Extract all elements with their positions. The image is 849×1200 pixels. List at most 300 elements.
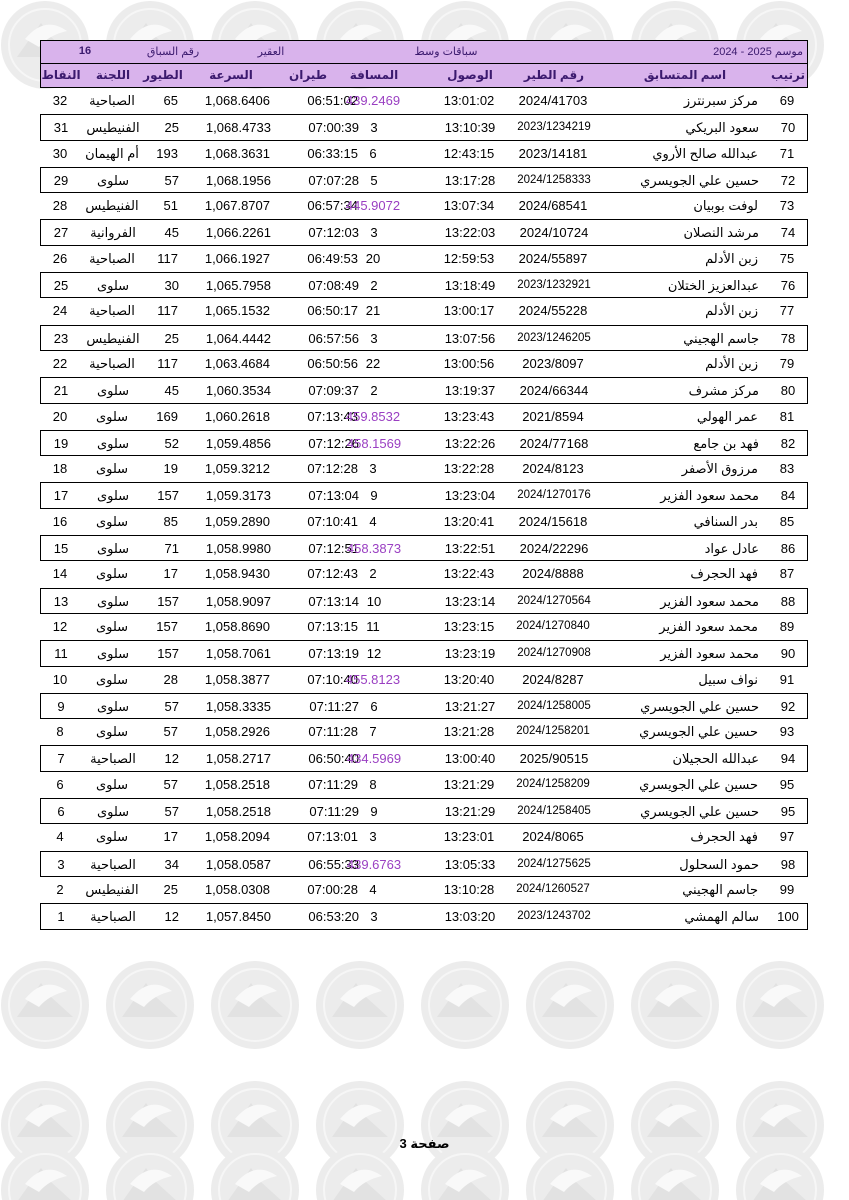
- distance-cell: 459.8532: [345, 408, 401, 424]
- flight-time-cell: 07:12:28: [307, 461, 358, 477]
- arrival-cell: 13:20:41: [443, 513, 495, 529]
- watermark-logo: [526, 961, 614, 1049]
- birds-cell: 19: [163, 461, 178, 477]
- arrival-cell: 13:22:28: [443, 461, 495, 477]
- competitor-name-cell: مرزوق الأصفر: [681, 461, 758, 477]
- distance-cell: 22: [365, 355, 381, 371]
- loft-cell: سلوى: [96, 646, 130, 662]
- competitor-name-cell: فهد الحجرف: [690, 566, 758, 582]
- arrival-cell: 13:18:49: [444, 278, 496, 294]
- arrival-cell: 13:23:19: [444, 646, 496, 662]
- arrival-cell: 13:22:51: [444, 541, 496, 557]
- column-header-row: [40, 64, 808, 88]
- competitor-name-cell: حمود السحلول: [679, 856, 759, 872]
- competitor-name-cell: سالم الهمشي: [684, 909, 759, 925]
- ring-number-cell: 2024/1270840: [516, 619, 590, 632]
- competitor-name-cell: حسين علي الجويسري: [639, 776, 758, 792]
- rank-cell: 69: [779, 93, 795, 108]
- points-cell: 14: [52, 566, 68, 582]
- table-body: [40, 88, 808, 930]
- points-cell: 11: [54, 646, 68, 662]
- watermark-logo: [421, 961, 509, 1049]
- ring-number-cell: 2024/1258333: [517, 173, 591, 186]
- birds-cell: 57: [163, 724, 178, 740]
- points-cell: 6: [56, 776, 64, 792]
- rank-cell: 84: [780, 488, 796, 504]
- birds-cell: 117: [157, 355, 178, 371]
- ring-number-cell: 2023/1234219: [517, 121, 591, 134]
- rank-cell: 81: [779, 408, 795, 424]
- table-row: [40, 640, 808, 666]
- rank-cell: 95: [779, 776, 795, 792]
- distance-cell: 2: [370, 278, 378, 294]
- table-row: [40, 614, 808, 640]
- col-rank: ترتيب: [770, 68, 806, 82]
- rank-cell: 77: [779, 303, 795, 319]
- arrival-cell: 13:00:56: [443, 355, 495, 371]
- ring-number-cell: 2023/1243702: [517, 910, 591, 923]
- speed-cell: 1,058.0587: [205, 856, 271, 872]
- competitor-name-cell: حسين علي الجويسري: [640, 698, 759, 714]
- loft-cell: الصباحية: [89, 250, 135, 266]
- loft-cell: الفنيطيس: [86, 120, 140, 136]
- flight-time-cell: 06:33:15: [307, 145, 358, 161]
- competitor-name-cell: جاسم الهجيني: [683, 330, 759, 346]
- birds-cell: 157: [157, 488, 179, 504]
- competitor-name-cell: لوفت بوبيان: [693, 198, 758, 214]
- competitor-name-cell: مركز مشرف: [688, 383, 759, 399]
- loft-cell: سلوى: [95, 618, 129, 634]
- points-cell: 3: [57, 856, 65, 872]
- speed-cell: 1,058.2518: [204, 776, 270, 792]
- ring-number-cell: 2024/15618: [518, 513, 588, 529]
- col-loft: اللجنة: [95, 68, 131, 82]
- competitor-name-cell: عبدالعزيز الختلان: [667, 278, 759, 294]
- table-row: [40, 509, 808, 535]
- birds-cell: 157: [156, 618, 178, 634]
- arrival-cell: 13:22:26: [444, 435, 496, 451]
- loft-cell: الصباحية: [89, 93, 135, 108]
- speed-cell: 1,058.2094: [204, 829, 270, 845]
- rank-cell: 79: [779, 355, 795, 371]
- flight-time-cell: 07:13:15: [307, 618, 358, 634]
- competitor-name-cell: فهد بن جامع: [693, 435, 759, 451]
- competitor-name-cell: مرشد النصلان: [683, 225, 759, 241]
- ring-number-cell: 2024/55897: [518, 250, 588, 266]
- ring-number-cell: 2024/1258209: [516, 777, 590, 790]
- rank-cell: 74: [780, 225, 796, 241]
- ring-number-cell: 2024/55228: [518, 303, 588, 319]
- flight-time-cell: 07:11:28: [308, 724, 358, 740]
- table-row: [40, 561, 808, 587]
- distance-cell: 10: [366, 593, 382, 609]
- arrival-cell: 13:21:27: [444, 698, 496, 714]
- loft-cell: الصباحية: [90, 751, 136, 767]
- loft-cell: سلوى: [96, 172, 130, 188]
- flight-time-cell: 07:09:37: [308, 383, 359, 399]
- competitor-name-cell: حسين علي الجويسري: [640, 804, 759, 820]
- birds-cell: 12: [164, 909, 179, 925]
- rank-cell: 80: [780, 383, 796, 399]
- table-row: [40, 167, 808, 193]
- distance-cell: 3: [370, 330, 378, 346]
- rank-cell: 95: [780, 804, 796, 820]
- rank-cell: 99: [779, 881, 795, 897]
- speed-cell: 1,058.3335: [205, 698, 271, 714]
- table-row: [40, 246, 808, 272]
- speed-cell: 1,058.3877: [204, 671, 270, 687]
- birds-cell: 12: [164, 751, 179, 767]
- competitor-name-cell: عبدالله الحجيلان: [672, 751, 759, 767]
- points-cell: 27: [53, 225, 69, 241]
- flight-time-cell: 07:12:43: [307, 566, 358, 582]
- arrival-cell: 13:20:40: [443, 671, 495, 687]
- rank-cell: 83: [779, 461, 795, 477]
- points-cell: 31: [53, 120, 69, 136]
- points-cell: 32: [52, 93, 68, 108]
- watermark-logo: [106, 961, 194, 1049]
- speed-cell: 1,068.6406: [204, 93, 270, 108]
- flight-time-cell: 07:11:27: [309, 698, 359, 714]
- ring-number-cell: 2024/8065: [522, 829, 584, 845]
- distance-cell: 6: [369, 145, 377, 161]
- birds-cell: 117: [157, 303, 178, 319]
- flight-time-cell: 06:57:34: [307, 198, 358, 214]
- birds-cell: 85: [163, 513, 178, 529]
- flight-time-cell: 07:13:04: [308, 488, 359, 504]
- flight-time-cell: 06:50:56: [307, 355, 358, 371]
- table-row: [40, 535, 808, 561]
- speed-cell: 1,064.4442: [205, 330, 271, 346]
- flight-time-cell: 06:50:17: [307, 303, 358, 319]
- flight-time-cell: 07:13:43: [307, 408, 358, 424]
- distance-cell: 458.3873: [346, 541, 402, 557]
- speed-cell: 1,066.2261: [205, 225, 271, 241]
- speed-cell: 1,058.2717: [205, 751, 271, 767]
- rank-cell: 78: [780, 330, 796, 346]
- loft-cell: سلوى: [96, 541, 130, 557]
- col-ring: رقم الطير: [523, 68, 585, 82]
- page-number: صفحة 3: [399, 1136, 450, 1151]
- competitor-name-cell: عادل عواد: [704, 541, 759, 557]
- birds-cell: 45: [164, 225, 179, 241]
- table-row: [40, 193, 808, 219]
- loft-cell: سلوى: [95, 513, 129, 529]
- table-row: [40, 824, 808, 850]
- distance-cell: 445.9072: [345, 198, 401, 214]
- competitor-name-cell: جاسم الهجيني: [682, 881, 758, 897]
- table-row: [40, 456, 808, 482]
- speed-cell: 1,068.1956: [205, 172, 271, 188]
- birds-cell: 25: [163, 881, 178, 897]
- arrival-cell: 13:00:40: [444, 751, 496, 767]
- distance-cell: 439.6763: [346, 856, 402, 872]
- speed-cell: 1,067.8707: [204, 198, 270, 214]
- flight-time-cell: 07:12:03: [308, 225, 359, 241]
- points-cell: 25: [53, 278, 69, 294]
- loft-cell: سلوى: [95, 566, 129, 582]
- watermark-logo: [211, 961, 299, 1049]
- ring-number-cell: 2024/1260527: [516, 882, 590, 895]
- rank-cell: 70: [780, 120, 796, 136]
- speed-cell: 1,065.1532: [204, 303, 270, 319]
- rank-cell: 92: [780, 698, 796, 714]
- competitor-name-cell: سعود البريكي: [685, 120, 759, 136]
- loft-cell: سلوى: [95, 724, 129, 740]
- ring-number-cell: 2024/1270908: [517, 647, 591, 660]
- arrival-cell: 13:21:28: [443, 724, 495, 740]
- distance-cell: 11: [366, 618, 380, 634]
- table-row: [40, 88, 808, 114]
- ring-number-cell: 2025/90515: [519, 751, 589, 767]
- distance-cell: 7: [369, 724, 377, 740]
- table-row: [40, 219, 808, 245]
- competitor-name-cell: زبن الأدلم: [705, 303, 758, 319]
- speed-cell: 1,059.3212: [204, 461, 270, 477]
- speed-cell: 1,066.1927: [204, 250, 270, 266]
- birds-cell: 25: [164, 120, 179, 136]
- rank-cell: 88: [780, 593, 796, 609]
- col-flight: طيران: [288, 68, 328, 82]
- table-row: [40, 588, 808, 614]
- rank-cell: 87: [779, 566, 795, 582]
- arrival-cell: 13:07:56: [444, 330, 496, 346]
- loft-cell: الصباحية: [90, 909, 136, 925]
- birds-cell: 57: [163, 776, 178, 792]
- flight-time-cell: 06:50:40: [308, 751, 359, 767]
- points-cell: 15: [53, 541, 69, 557]
- speed-cell: 1,058.9097: [205, 593, 271, 609]
- birds-cell: 65: [163, 93, 178, 108]
- birds-cell: 52: [164, 435, 179, 451]
- rank-cell: 90: [780, 646, 796, 662]
- distance-cell: 455.8123: [345, 671, 401, 687]
- ring-number-cell: 2024/10724: [519, 225, 589, 241]
- col-name: اسم المتسابق: [643, 68, 727, 82]
- competitor-name-cell: عمر الهولي: [696, 408, 758, 424]
- distance-cell: 3: [370, 120, 378, 136]
- loft-cell: الفنيطيس: [85, 881, 139, 897]
- birds-cell: 17: [163, 829, 178, 845]
- competitor-name-cell: فهد الحجرف: [690, 829, 758, 845]
- flight-time-cell: 07:12:26: [308, 435, 359, 451]
- season-label: موسم 2025 - 2024: [713, 46, 803, 58]
- race-type-label: سباقات وسط: [414, 46, 478, 58]
- rank-cell: 91: [779, 671, 795, 687]
- competitor-name-cell: مركز سبرنترز: [683, 93, 758, 108]
- flight-time-cell: 07:08:49: [308, 278, 359, 294]
- flight-time-cell: 07:10:41: [307, 513, 358, 529]
- distance-cell: 12: [366, 646, 382, 662]
- col-speed: السرعة: [209, 68, 253, 82]
- table-row: [40, 430, 808, 456]
- arrival-cell: 13:00:17: [443, 303, 495, 319]
- points-cell: 18: [52, 461, 68, 477]
- loft-cell: سلوى: [96, 698, 130, 714]
- speed-cell: 1,059.2890: [204, 513, 270, 529]
- table-row: [40, 141, 808, 167]
- speed-cell: 1,058.2518: [205, 804, 271, 820]
- ring-number-cell: 2024/1270564: [517, 594, 591, 607]
- loft-cell: سلوى: [96, 278, 130, 294]
- rank-cell: 86: [780, 541, 796, 557]
- arrival-cell: 13:23:43: [443, 408, 495, 424]
- ring-number-cell: 2024/1275625: [517, 857, 591, 870]
- competitor-name-cell: نواف سبيل: [698, 671, 758, 687]
- arrival-cell: 13:10:28: [443, 881, 495, 897]
- ring-number-cell: 2024/22296: [519, 541, 589, 557]
- arrival-cell: 13:22:03: [444, 225, 496, 241]
- table-row: [40, 693, 808, 719]
- distance-cell: 8: [369, 776, 377, 792]
- distance-cell: 2: [369, 566, 377, 582]
- arrival-cell: 13:07:34: [443, 198, 495, 214]
- points-cell: 12: [52, 618, 68, 634]
- table-row: [40, 745, 808, 771]
- speed-cell: 1,057.8450: [205, 909, 271, 925]
- rank-cell: 93: [779, 724, 795, 740]
- table-row: [40, 877, 808, 903]
- table-row: [40, 377, 808, 403]
- distance-cell: 458.1569: [346, 435, 402, 451]
- arrival-cell: 13:03:20: [444, 909, 496, 925]
- points-cell: 29: [53, 172, 69, 188]
- arrival-cell: 13:05:33: [444, 856, 496, 872]
- rank-cell: 73: [779, 198, 795, 214]
- speed-cell: 1,060.2618: [204, 408, 270, 424]
- table-row: [40, 272, 808, 298]
- ring-number-cell: 2024/8888: [522, 566, 584, 582]
- table-row: [40, 798, 808, 824]
- ring-number-cell: 2023/14181: [518, 145, 588, 161]
- birds-cell: 71: [164, 541, 179, 557]
- arrival-cell: 13:19:37: [444, 383, 496, 399]
- flight-time-cell: 07:12:51: [308, 541, 359, 557]
- flight-time-cell: 06:49:53: [307, 250, 358, 266]
- speed-cell: 1,058.0308: [204, 881, 270, 897]
- birds-cell: 57: [164, 804, 179, 820]
- competitor-name-cell: حسين علي الجويسري: [639, 724, 758, 740]
- col-points: النقاط: [41, 68, 81, 82]
- arrival-cell: 13:22:43: [443, 566, 495, 582]
- col-distance: المسافة: [349, 68, 399, 82]
- points-cell: 26: [52, 250, 68, 266]
- rank-cell: 72: [780, 172, 796, 188]
- table-row: [40, 325, 808, 351]
- ring-number-cell: 2024/66344: [519, 383, 589, 399]
- col-arrival: الوصول: [447, 68, 493, 82]
- speed-cell: 1,068.3631: [204, 145, 270, 161]
- ring-number-cell: 2024/41703: [518, 93, 588, 108]
- rank-cell: 98: [780, 856, 796, 872]
- distance-cell: 4: [369, 513, 377, 529]
- birds-cell: 57: [164, 698, 179, 714]
- competitor-name-cell: زبن الأدلم: [705, 250, 758, 266]
- arrival-cell: 13:23:01: [443, 829, 495, 845]
- rank-cell: 94: [780, 751, 796, 767]
- loft-cell: سلوى: [96, 804, 130, 820]
- ring-number-cell: 2024/1258201: [516, 725, 590, 738]
- distance-cell: 439.2469: [345, 93, 401, 108]
- distance-cell: 3: [370, 909, 378, 925]
- points-cell: 23: [53, 330, 69, 346]
- distance-cell: 434.5969: [346, 751, 402, 767]
- watermark-logo: [1, 961, 89, 1049]
- arrival-cell: 12:43:15: [443, 145, 495, 161]
- points-cell: 22: [52, 355, 68, 371]
- ring-number-cell: 2024/1258405: [517, 805, 591, 818]
- competitor-name-cell: محمد سعود الفزير: [660, 646, 759, 662]
- rank-cell: 89: [779, 618, 795, 634]
- arrival-cell: 13:23:04: [444, 488, 496, 504]
- ring-number-cell: 2023/8097: [522, 355, 584, 371]
- table-row: [40, 851, 808, 877]
- flight-time-cell: 07:07:28: [308, 172, 359, 188]
- birds-cell: 45: [164, 383, 179, 399]
- points-cell: 9: [57, 698, 65, 714]
- table-row: [40, 772, 808, 798]
- loft-cell: سلوى: [96, 383, 130, 399]
- speed-cell: 1,059.4856: [205, 435, 271, 451]
- speed-cell: 1,068.4733: [205, 120, 271, 136]
- points-cell: 10: [52, 671, 68, 687]
- birds-cell: 28: [163, 671, 178, 687]
- loft-cell: سلوى: [95, 671, 129, 687]
- loft-cell: سلوى: [95, 461, 129, 477]
- flight-time-cell: 07:10:40: [307, 671, 358, 687]
- arrival-cell: 12:59:53: [443, 250, 495, 266]
- table-row: [40, 667, 808, 693]
- arrival-cell: 13:23:15: [443, 618, 495, 634]
- ring-number-cell: 2023/1232921: [517, 279, 591, 292]
- loft-cell: الصباحية: [90, 856, 136, 872]
- flight-time-cell: 07:13:19: [308, 646, 359, 662]
- table-row: [40, 298, 808, 324]
- speed-cell: 1,058.8690: [204, 618, 270, 634]
- rank-cell: 82: [780, 435, 796, 451]
- flight-time-cell: 07:11:29: [308, 776, 358, 792]
- points-cell: 24: [52, 303, 68, 319]
- arrival-cell: 13:10:39: [444, 120, 496, 136]
- speed-cell: 1,059.3173: [205, 488, 271, 504]
- flight-time-cell: 07:00:28: [307, 881, 358, 897]
- competitor-name-cell: محمد سعود الفزير: [660, 488, 759, 504]
- location-label: العقير: [257, 46, 285, 58]
- rank-cell: 75: [779, 250, 795, 266]
- loft-cell: الفروانية: [90, 225, 136, 241]
- speed-cell: 1,063.4684: [204, 355, 270, 371]
- loft-cell: أم الهيمان: [85, 145, 139, 161]
- points-cell: 28: [52, 198, 68, 214]
- distance-cell: 9: [370, 804, 378, 820]
- arrival-cell: 13:23:14: [444, 593, 496, 609]
- birds-cell: 57: [164, 172, 179, 188]
- birds-cell: 117: [157, 250, 178, 266]
- loft-cell: سلوى: [96, 593, 130, 609]
- table-row: [40, 719, 808, 745]
- ring-number-cell: 2024/8123: [522, 461, 584, 477]
- loft-cell: الفنيطيس: [86, 330, 140, 346]
- loft-cell: سلوى: [96, 488, 130, 504]
- table-row: [40, 903, 808, 929]
- distance-cell: 9: [370, 488, 378, 504]
- flight-time-cell: 06:55:33: [308, 856, 359, 872]
- birds-cell: 193: [156, 145, 178, 161]
- speed-cell: 1,065.7958: [205, 278, 271, 294]
- ring-number-cell: 2024/68541: [518, 198, 588, 214]
- points-cell: 17: [53, 488, 69, 504]
- points-cell: 19: [53, 435, 69, 451]
